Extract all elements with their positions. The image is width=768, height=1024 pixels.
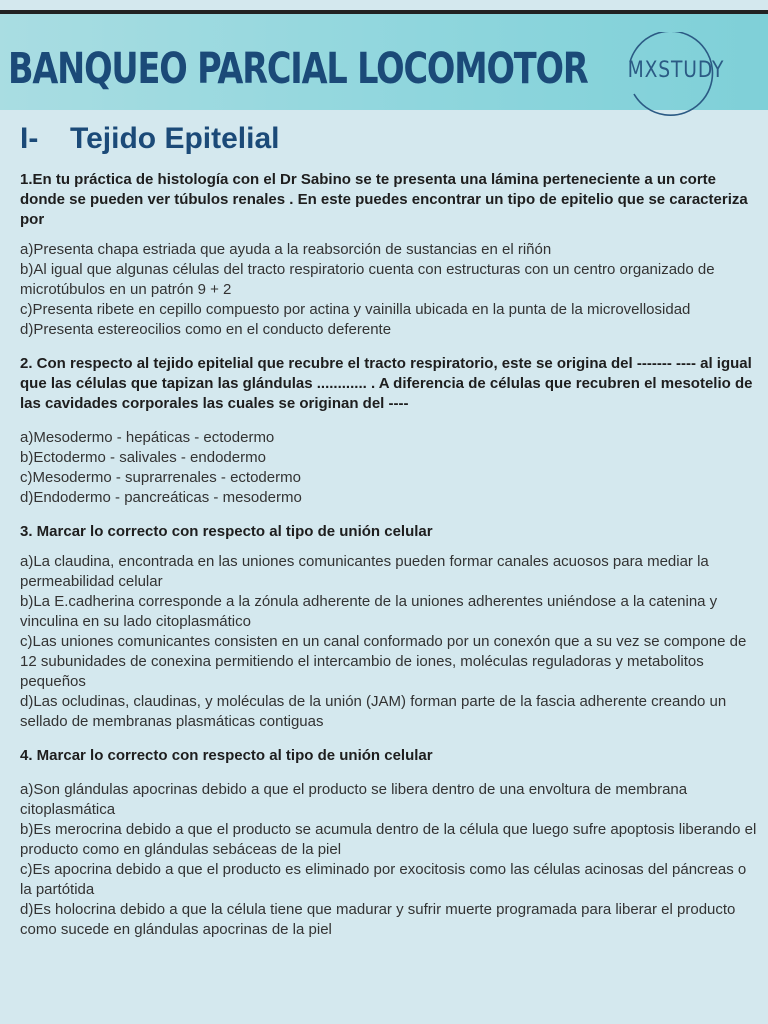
answer-option: a)Mesodermo - hepáticas - ectodermo <box>20 429 275 446</box>
question-block <box>20 522 760 732</box>
question-block <box>20 170 760 340</box>
answer-option: a)Son glándulas apocrinas debido a que el producto se libera dentro de una envoltura de membrana citoplasmática <box>20 781 688 818</box>
question-text: 2. Con respecto al tejido epitelial que recubre el tracto respiratorio, este se origina del ------- ---- al igual que las células que tapizan las glándulas ............ . A diferencia de células que recubren el mesotelio de las cavidades corporales las cuales se originan del ---- <box>20 355 753 412</box>
answer-option: b)Ectodermo - salivales - endodermo <box>20 449 266 466</box>
answer-option: a)La claudina, encontrada en las uniones comunicantes pueden formar canales acuosos para mediar la permeabilidad celular <box>20 553 709 590</box>
section-number: I- <box>20 122 39 155</box>
question-text: 1.En tu práctica de histología con el Dr Sabino se te presenta una lámina perteneciente a un corte donde se pueden ver túbulos renales . En este puedes encontrar un tipo de epitelio que se caracteriza por <box>20 171 748 228</box>
answer-option: b)Al igual que algunas células del tracto respiratorio cuenta con estructuras con un centro organizado de microtúbulos en un patrón 9 + 2 <box>20 261 715 298</box>
question-block <box>20 354 760 508</box>
answer-option: d)Las ocludinas, claudinas, y moléculas de la unión (JAM) forman parte de la fascia adherente creando un sellado de membranas plasmáticas contiguas <box>20 693 727 730</box>
logo-text: MXSTUDY <box>627 58 725 83</box>
answer-option: d)Es holocrina debido a que la célula tiene que madurar y sufrir muerte programada para liberar el producto como sucede en glándulas apocrinas de la piel <box>20 901 736 938</box>
page-header <box>0 14 768 110</box>
page-title: BANQUEO PARCIAL LOCOMOTOR <box>8 44 588 94</box>
questions-list <box>20 170 760 954</box>
answer-option: b)La E.cadherina corresponde a la zónula adherente de la uniones adherentes uniéndose a la catenina y vinculina en su lado citoplasmático <box>20 593 718 630</box>
answer-option: c)Las uniones comunicantes consisten en un canal conformado por un conexón que a su vez se compone de 12 subunidades de conexina permitiendo el intercambio de iones, moléculas reguladoras y metabolitos pequeños <box>20 633 747 690</box>
mxstudy-logo <box>612 32 740 118</box>
section-heading <box>20 122 279 156</box>
question-text: 4. Marcar lo correcto con respecto al tipo de unión celular <box>20 747 433 764</box>
answer-option: d)Endodermo - pancreáticas - mesodermo <box>20 489 302 506</box>
answer-option: a)Presenta chapa estriada que ayuda a la reabsorción de sustancias en el riñón <box>20 241 552 258</box>
question-text: 3. Marcar lo correcto con respecto al tipo de unión celular <box>20 523 433 540</box>
answer-option: c)Mesodermo - suprarrenales - ectodermo <box>20 469 301 486</box>
answer-option: c)Es apocrina debido a que el producto es eliminado por exocitosis como las células acinosas del páncreas o la partótida <box>20 861 747 898</box>
answer-option: d)Presenta estereocilios como en el conducto deferente <box>20 321 392 338</box>
answer-option: c)Presenta ribete en cepillo compuesto por actina y vainilla ubicada en la punta de la microvellosidad <box>20 301 691 318</box>
question-block <box>20 746 760 940</box>
section-title: Tejido Epitelial <box>70 122 280 155</box>
answer-option: b)Es merocrina debido a que el producto se acumula dentro de la célula que luego sufre apoptosis liberando el producto como en glándulas sebáceas de la piel <box>20 821 757 858</box>
